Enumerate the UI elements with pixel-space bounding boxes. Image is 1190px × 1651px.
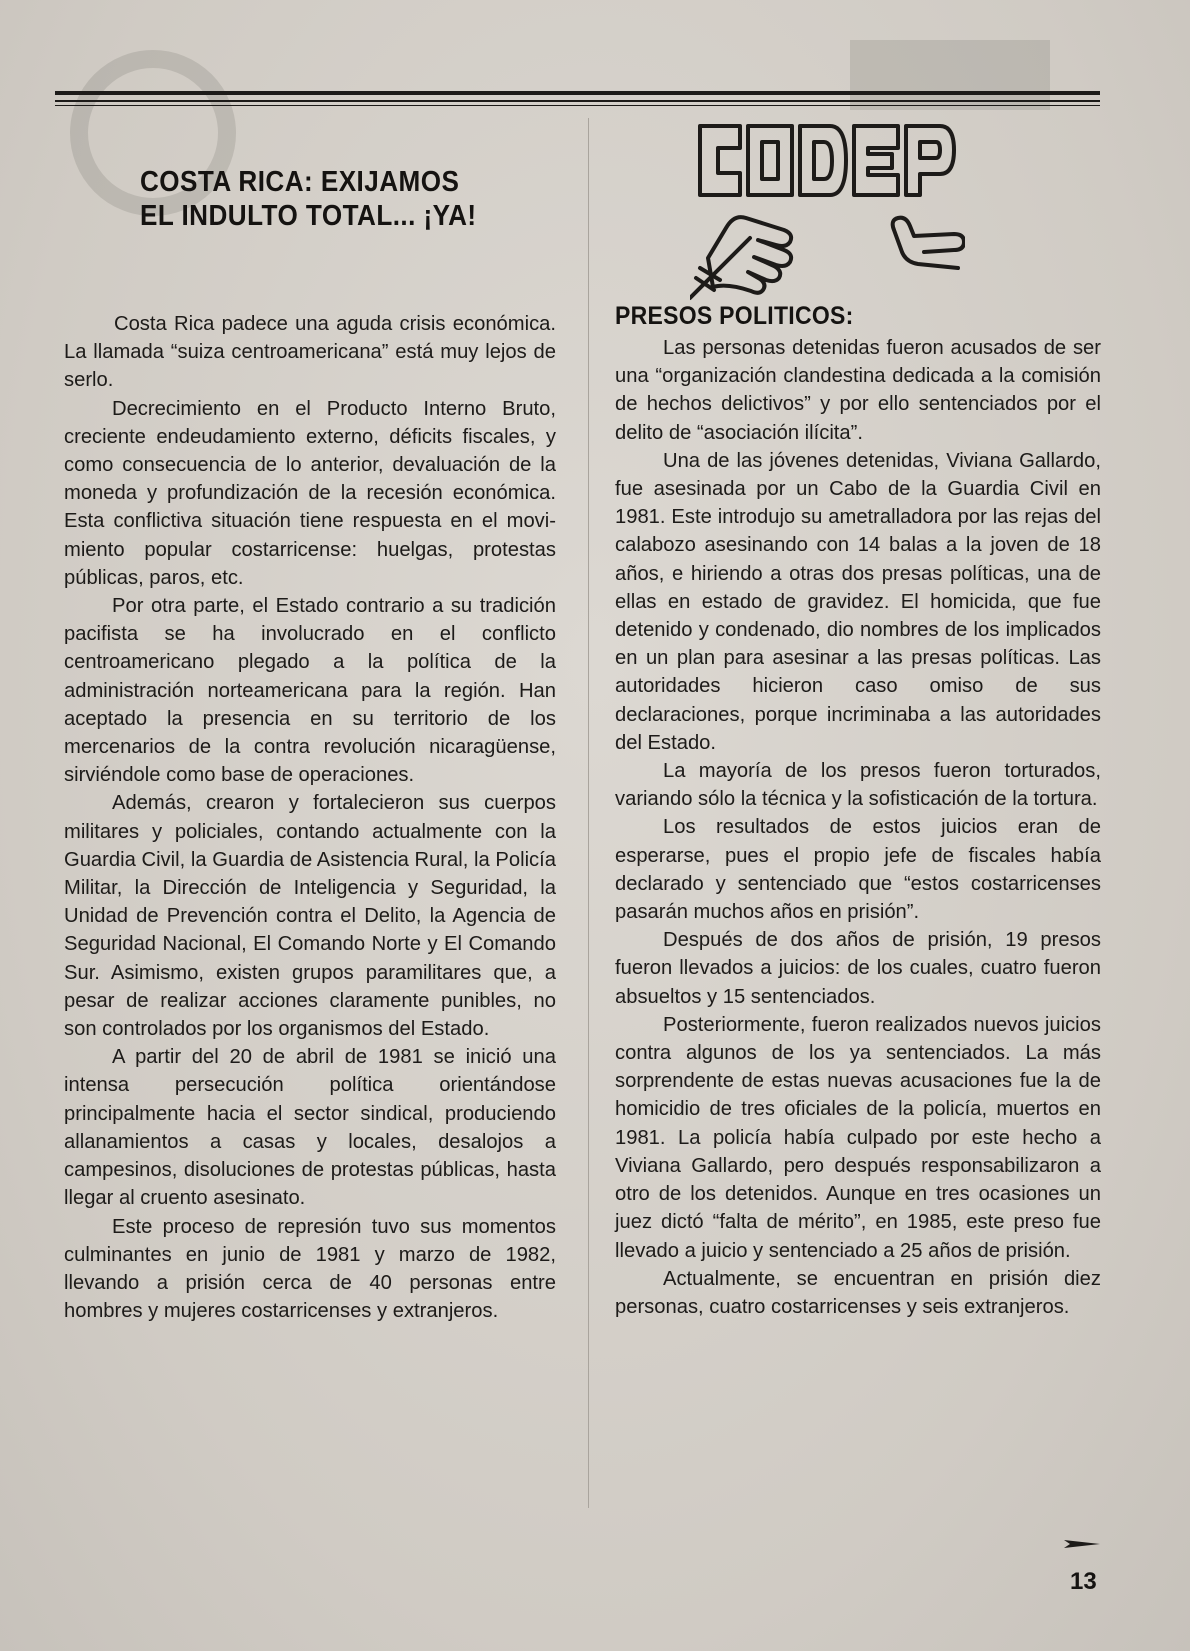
arrow-right-icon — [1064, 1538, 1100, 1550]
column-divider — [588, 118, 589, 1508]
paragraph: La mayoría de los presos fueron torturados, variando sólo la técnica y la sofisticación de la tortura. — [615, 760, 1101, 811]
paragraph: Por otra parte, el Estado contrario a su tradición pacifista se ha involucrado en el conflicto centroamericano plegado a la política de la administración norteamericana para la región. Han aceptado la presencia en su territorio de los mercenarios de la contra revolución nicaragüense, sirviéndole como base de operaciones. — [64, 595, 556, 787]
right-column — [615, 302, 1101, 1321]
article-headline — [140, 165, 514, 233]
paragraph: Después de dos años de prisión, 19 presos fueron llevados a juicios: de los cuales, cuatro fueron absueltos y 15 sentenciados. — [615, 929, 1101, 1008]
headline-line-2: EL INDULTO TOTAL... ¡YA! — [140, 200, 477, 232]
left-body — [64, 310, 556, 1325]
paragraph: Una de las jóvenes detenidas, Viviana Gallardo, fue asesinada por un Cabo de la Guardia Civil en 1981. Este introdujo su ametralladora por las rejas del calabozo asesinando con 14 balas a la joven de 18 años, e hiriendo a otras dos presas políticas, una de ellas en estado de gravidez. El homicida, que fue detenido y condenado, dio nombres de los implicados en un plan para asesinar a las presas políticas. Las autoridades hicieron caso omiso de sus declaraciones, porque incriminaba a las autoridades del Estado. — [615, 449, 1101, 754]
paragraph: Este proceso de represión tuvo sus momentos culminantes en junio de 1981 y marzo de 1982, llevando a prisión cerca de 40 personas entre hombres y mujeres costarricenses y extranjeros. — [64, 1215, 556, 1323]
section-title: PRESOS POLITICOS: — [615, 302, 854, 330]
paragraph: Los resultados de estos juicios eran de esperarse, pues el propio jefe de fiscales había declarado y sentenciado que “estos costarricenses pasarán muchos años en prisión”. — [615, 816, 1101, 924]
paragraph: Decrecimiento en el Producto Interno Bruto, creciente endeudamiento externo, déficits fiscales, y como consecuencia de lo anterior, devaluación de la moneda y profundización de la recesión económica. Esta conflictiva situación tiene respuesta en el movimiento popular costarricense: huelgas, protestas públicas, paros, etc. — [64, 397, 556, 589]
paragraph: Posteriormente, fueron realizados nuevos juicios contra algunos de los ya sentenciados. La más sorprendente de estas nuevas acusaciones fue la de homicidio de tres oficiales de la policía, muertos en 1981. La policía había culpado por este hecho a Viviana Gallardo, pero después responsabilizaron a otro de los detenidos. Aunque en tres ocasiones un juez dictó “falta de mérito”, en 1985, este preso fue llevado a juicio y sentenciado a 25 años de prisión. — [615, 1013, 1101, 1262]
paragraph: Las personas detenidas fueron acusados de ser una “organización clandestina dedicada a la comisión de hechos delictivos” y por ello sentenciados por el delito de “asociación ilícita”. — [615, 337, 1101, 444]
header-rule — [55, 91, 1100, 95]
header-rule — [55, 100, 1100, 102]
header-rule — [55, 105, 1100, 106]
paragraph: Actualmente, se encuentran en prisión diez personas, cuatro costarricenses y seis extranjeros. — [615, 1267, 1101, 1318]
paragraph: Costa Rica padece una aguda crisis económica. La llamada “suiza centroamericana” está muy lejos de serlo. — [64, 313, 556, 392]
headline-line-1: COSTA RICA: EXIJAMOS — [140, 166, 460, 198]
paragraph: Además, crearon y fortalecieron sus cuerpos militares y policiales, contando actualmente con la Guardia Civil, la Guardia de Asistencia Rural, la Policía Militar, la Dirección de Inteligencia y Seguridad, la Unidad de Prevención contra el Delito, la Agencia de Seguridad Nacional, El Comando Norte y El Comando Sur. Asimismo, existen grupos paramilitares que, a pesar de realizar acciones claramente punibles, no son controlados por los organismos del Estado. — [64, 792, 556, 1041]
codeppep-hands-logo-icon — [690, 118, 965, 303]
paragraph: A partir del 20 de abril de 1981 se inició una intensa persecución política orientándose principalmente hacia el sector sindical, produciendo allanamientos a casas y locales, desalojos a campesinos, disoluciones de protestas públicas, hasta llegar al cruento asesinato. — [64, 1046, 556, 1210]
left-column — [64, 165, 556, 1325]
page-number: 13 — [1070, 1568, 1097, 1595]
